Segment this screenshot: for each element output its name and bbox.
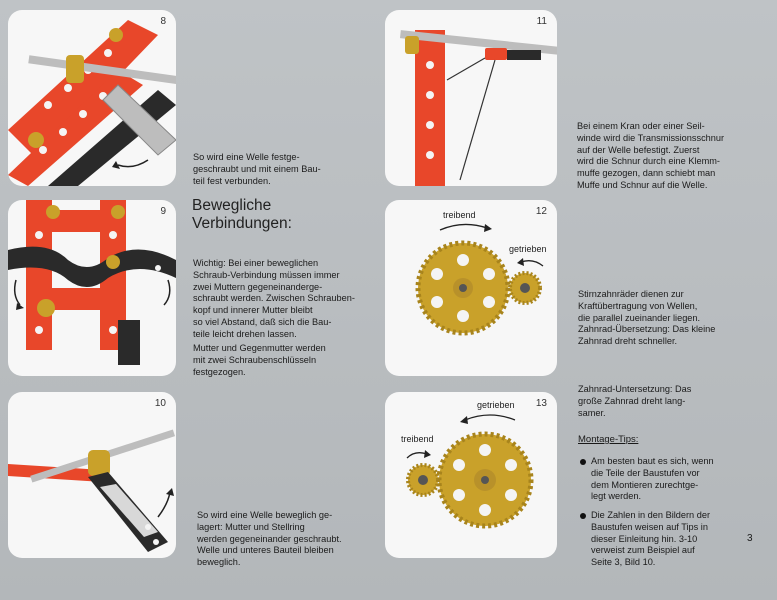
caption-8: So wird eine Welle festge- geschraubt und mit einem Bau- teil fest verbunden. [193,152,321,186]
tips-title: Montage-Tips: [578,434,639,445]
illustration-gear-reduction [385,392,557,558]
page-number: 3 [747,533,753,544]
gear-label-driven: getrieben [477,400,515,410]
photo-10 [8,392,176,558]
caption-13: Zahnrad-Untersetzung: Das große Zahnrad dreht lang- samer. [578,384,692,418]
gear-label-driving: treibend [443,210,476,220]
tip-item: Die Zahlen in den Bildern der Baustufen weisen auf Tips in dieser Einleitung hin. 3-10 verweist zum Beispiel auf Seite 3, Bild 10. [580,510,710,569]
caption-9-more: Mutter und Gegenmutter werden mit zwei Schraubenschlüsseln festgezogen. [193,343,326,377]
photo-number: 10 [154,398,166,409]
photo-number: 8 [160,16,166,27]
gear-label-driving: treibend [401,434,434,444]
photo-number: 12 [535,206,547,217]
illustration-shaft-bearing [8,392,176,558]
tip-item: Am besten baut es sich, wenn die Teile der Baustufen vor dem Montieren zurechtge- legt werden. [580,456,714,503]
photo-9 [8,200,176,376]
photo-8 [8,10,176,186]
photo-13 [385,392,557,558]
gear-label-driven: getrieben [509,244,547,254]
illustration-gear-ratio [385,200,557,376]
photo-11 [385,10,557,186]
caption-10: So wird eine Welle beweglich ge- lagert: Mutter und Stellring werden gegeneinander geschraubt. Welle und unteres Bauteil bleiben beweglich. [197,510,342,568]
illustration-crane-cord [385,10,557,186]
illustration-movable-joint [8,200,176,376]
caption-9-intro: Wichtig: Bei einer beweglichen Schraub-Verbindung müssen immer zwei Muttern gegeneinanderge- schraubt werden. Zwischen Schrauben- kopf und innerer Mutter bleibt so viel Abstand, daß sich die Bau- teile leicht drehen lassen. [193,258,355,339]
illustration-shaft-fixed [8,10,176,186]
photo-number: 11 [536,16,547,27]
caption-12: Stirnzahnräder dienen zur Kraftübertragung von Wellen, die parallel zueinander liegen. Zahnrad-Übersetzung: Das kleine Zahnrad dreht schneller. [578,289,716,347]
photo-number: 9 [160,206,166,217]
photo-12 [385,200,557,376]
section-heading: Bewegliche Verbindungen: [192,197,292,232]
photo-number: 13 [535,398,547,409]
caption-11: Bei einem Kran oder einer Seil- winde wird die Transmissionsschnur auf der Welle befestigt. Zuerst wird die Schnur durch eine Klemm- muffe gezogen, dann schiebt man Muffe und Schnur auf die Welle. [577,121,725,190]
